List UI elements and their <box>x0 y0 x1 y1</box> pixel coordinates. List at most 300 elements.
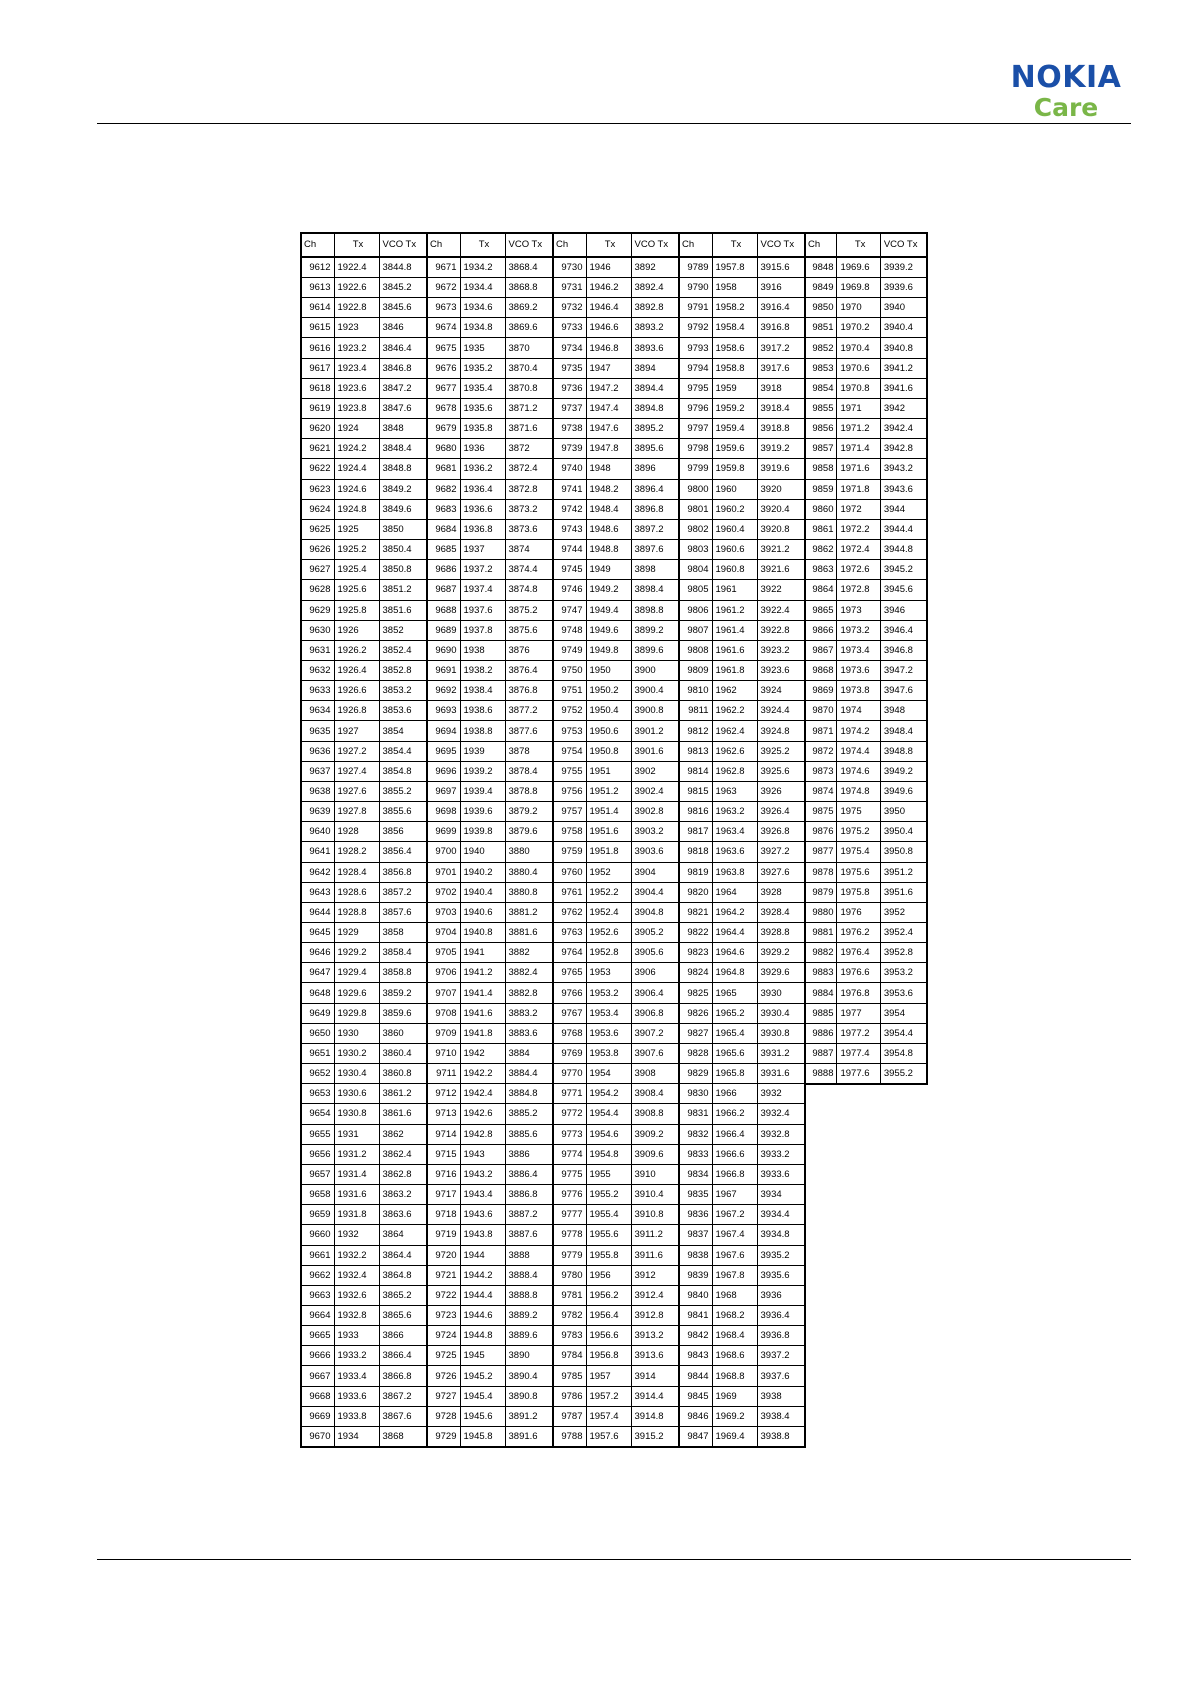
tx-cell: 1974 <box>837 701 880 721</box>
channel-cell: 9848 <box>805 257 837 278</box>
table-row <box>805 983 927 1003</box>
channel-cell: 9615 <box>301 318 334 338</box>
tx-cell: 1932.6 <box>334 1285 379 1305</box>
vco-tx-cell: 3844.8 <box>379 257 427 278</box>
ch-header: Ch <box>679 233 712 257</box>
channel-cell: 9664 <box>301 1305 334 1325</box>
table-row <box>679 761 805 781</box>
table-row <box>301 1366 427 1386</box>
channel-cell: 9760 <box>553 862 586 882</box>
table-row <box>553 660 679 680</box>
channel-cell: 9774 <box>553 1144 586 1164</box>
channel-cell: 9829 <box>679 1064 712 1084</box>
table-row <box>301 540 427 560</box>
tx-cell: 1936.4 <box>460 479 505 499</box>
vco-tx-cell: 3879.2 <box>505 802 553 822</box>
tx-cell: 1945.6 <box>460 1406 505 1426</box>
table-row <box>427 822 553 842</box>
vco-tx-cell: 3847.6 <box>379 398 427 418</box>
table-row <box>301 580 427 600</box>
table-row <box>301 822 427 842</box>
table-row <box>679 1326 805 1346</box>
vco-tx-header: VCO Tx <box>379 233 427 257</box>
channel-cell: 9857 <box>805 439 837 459</box>
vco-tx-cell: 3884 <box>505 1043 553 1063</box>
table-row <box>553 358 679 378</box>
vco-tx-cell: 3873.2 <box>505 499 553 519</box>
vco-tx-cell: 3947.2 <box>880 660 927 680</box>
vco-tx-cell: 3889.6 <box>505 1326 553 1346</box>
vco-tx-cell: 3942.8 <box>880 439 927 459</box>
tx-cell: 1940.6 <box>460 902 505 922</box>
vco-tx-cell: 3944.4 <box>880 519 927 539</box>
tx-cell: 1945 <box>460 1346 505 1366</box>
channel-cell: 9741 <box>553 479 586 499</box>
tx-cell: 1923.8 <box>334 398 379 418</box>
channel-cell: 9840 <box>679 1285 712 1305</box>
tx-header: Tx <box>460 233 505 257</box>
table-row <box>427 923 553 943</box>
table-row <box>553 600 679 620</box>
tx-cell: 1937 <box>460 540 505 560</box>
channel-cell: 9699 <box>427 822 460 842</box>
tx-cell: 1923.2 <box>334 338 379 358</box>
table-row <box>805 781 927 801</box>
tx-cell: 1932 <box>334 1225 379 1245</box>
table-row <box>427 660 553 680</box>
vco-tx-cell: 3848.4 <box>379 439 427 459</box>
vco-tx-cell: 3927.2 <box>757 842 805 862</box>
channel-cell: 9696 <box>427 761 460 781</box>
channel-cell: 9616 <box>301 338 334 358</box>
vco-tx-cell: 3941.2 <box>880 358 927 378</box>
tx-cell: 1960.6 <box>712 540 757 560</box>
channel-cell: 9806 <box>679 600 712 620</box>
channel-cell: 9766 <box>553 983 586 1003</box>
channel-cell: 9872 <box>805 741 837 761</box>
table-row <box>805 580 927 600</box>
vco-tx-cell: 3851.6 <box>379 600 427 620</box>
vco-tx-cell: 3924.8 <box>757 721 805 741</box>
vco-tx-cell: 3866.8 <box>379 1366 427 1386</box>
table-row <box>679 1386 805 1406</box>
table-row <box>301 519 427 539</box>
channel-cell: 9620 <box>301 419 334 439</box>
table-row <box>427 1084 553 1104</box>
tx-cell: 1960.4 <box>712 519 757 539</box>
table-row <box>427 802 553 822</box>
tx-cell: 1974.6 <box>837 761 880 781</box>
table-row <box>427 540 553 560</box>
channel-cell: 9675 <box>427 338 460 358</box>
table-row <box>679 519 805 539</box>
channel-cell: 9887 <box>805 1043 837 1063</box>
channel-cell: 9679 <box>427 419 460 439</box>
table-row <box>805 862 927 882</box>
header-row <box>679 233 805 257</box>
vco-tx-cell: 3951.2 <box>880 862 927 882</box>
channel-cell: 9729 <box>427 1426 460 1447</box>
vco-tx-cell: 3880 <box>505 842 553 862</box>
channel-cell: 9862 <box>805 540 837 560</box>
table-row <box>805 439 927 459</box>
table-row <box>805 802 927 822</box>
channel-cell: 9869 <box>805 681 837 701</box>
vco-tx-cell: 3888.4 <box>505 1265 553 1285</box>
table-row <box>553 298 679 318</box>
vco-tx-cell: 3936.4 <box>757 1305 805 1325</box>
tx-cell: 1965.8 <box>712 1064 757 1084</box>
tx-cell: 1955.2 <box>586 1185 631 1205</box>
tx-cell: 1929.2 <box>334 943 379 963</box>
logo-subtitle: Care <box>1033 93 1099 122</box>
table-row <box>427 862 553 882</box>
vco-tx-cell: 3887.6 <box>505 1225 553 1245</box>
header-row <box>301 233 427 257</box>
table-row <box>805 1003 927 1023</box>
vco-tx-cell: 3916.8 <box>757 318 805 338</box>
vco-tx-cell: 3911.6 <box>631 1245 679 1265</box>
tx-cell: 1958.8 <box>712 358 757 378</box>
channel-cell: 9728 <box>427 1406 460 1426</box>
table-row <box>679 540 805 560</box>
channel-cell: 9819 <box>679 862 712 882</box>
table-row <box>301 862 427 882</box>
channel-cell: 9801 <box>679 499 712 519</box>
table-row <box>301 338 427 358</box>
vco-tx-cell: 3854 <box>379 721 427 741</box>
channel-cell: 9875 <box>805 802 837 822</box>
vco-tx-cell: 3912 <box>631 1265 679 1285</box>
vco-tx-cell: 3878 <box>505 741 553 761</box>
table-row <box>553 1386 679 1406</box>
vco-tx-cell: 3900 <box>631 660 679 680</box>
table-row <box>679 862 805 882</box>
vco-tx-cell: 3952 <box>880 902 927 922</box>
table-row <box>679 378 805 398</box>
tx-cell: 1950.8 <box>586 741 631 761</box>
tx-cell: 1971.8 <box>837 479 880 499</box>
table-row <box>427 620 553 640</box>
channel-cell: 9743 <box>553 519 586 539</box>
channel-cell: 9669 <box>301 1406 334 1426</box>
table-row <box>301 1346 427 1366</box>
vco-tx-cell: 3942 <box>880 398 927 418</box>
channel-cell: 9641 <box>301 842 334 862</box>
table-row <box>679 741 805 761</box>
vco-tx-cell: 3954.8 <box>880 1043 927 1063</box>
tx-cell: 1967.4 <box>712 1225 757 1245</box>
table-row <box>301 640 427 660</box>
vco-tx-cell: 3892 <box>631 257 679 278</box>
table-row <box>427 1305 553 1325</box>
table-row <box>427 298 553 318</box>
table-row <box>805 378 927 398</box>
vco-tx-cell: 3852.4 <box>379 640 427 660</box>
channel-cell: 9682 <box>427 479 460 499</box>
channel-cell: 9648 <box>301 983 334 1003</box>
vco-tx-cell: 3877.2 <box>505 701 553 721</box>
table-row <box>679 1366 805 1386</box>
table-row <box>553 1023 679 1043</box>
vco-tx-cell: 3948.8 <box>880 741 927 761</box>
tx-cell: 1960.8 <box>712 560 757 580</box>
tx-cell: 1944.8 <box>460 1326 505 1346</box>
vco-tx-cell: 3913.6 <box>631 1346 679 1366</box>
vco-tx-cell: 3899.2 <box>631 620 679 640</box>
channel-cell: 9701 <box>427 862 460 882</box>
table-row <box>427 842 553 862</box>
tx-cell: 1953.8 <box>586 1043 631 1063</box>
tx-cell: 1939.4 <box>460 781 505 801</box>
tx-cell: 1957.8 <box>712 257 757 278</box>
tx-cell: 1968.4 <box>712 1326 757 1346</box>
table-row <box>301 620 427 640</box>
table-row <box>553 681 679 701</box>
table-row <box>553 620 679 640</box>
vco-tx-cell: 3852 <box>379 620 427 640</box>
channel-cell: 9824 <box>679 963 712 983</box>
vco-tx-cell: 3912.4 <box>631 1285 679 1305</box>
table-row <box>679 1406 805 1426</box>
vco-tx-cell: 3848 <box>379 419 427 439</box>
table-row <box>553 419 679 439</box>
tx-cell: 1936.8 <box>460 519 505 539</box>
channel-cell: 9735 <box>553 358 586 378</box>
channel-block-5 <box>804 232 928 1085</box>
tx-cell: 1924.8 <box>334 499 379 519</box>
channel-cell: 9799 <box>679 459 712 479</box>
table-row <box>553 802 679 822</box>
channel-cell: 9782 <box>553 1305 586 1325</box>
table-row <box>553 640 679 660</box>
vco-tx-cell: 3899.6 <box>631 640 679 660</box>
tx-cell: 1959 <box>712 378 757 398</box>
vco-tx-cell: 3939.2 <box>880 257 927 278</box>
tx-cell: 1930.4 <box>334 1064 379 1084</box>
channel-cell: 9745 <box>553 560 586 580</box>
vco-tx-cell: 3953.2 <box>880 963 927 983</box>
table-row <box>679 439 805 459</box>
table-row <box>427 741 553 761</box>
table-row <box>679 1346 805 1366</box>
channel-cell: 9714 <box>427 1124 460 1144</box>
table-row <box>553 721 679 741</box>
channel-cell: 9757 <box>553 802 586 822</box>
channel-cell: 9787 <box>553 1406 586 1426</box>
tx-cell: 1956.6 <box>586 1326 631 1346</box>
tx-cell: 1965 <box>712 983 757 1003</box>
channel-cell: 9700 <box>427 842 460 862</box>
vco-tx-cell: 3866.4 <box>379 1346 427 1366</box>
vco-tx-cell: 3939.6 <box>880 278 927 298</box>
tx-cell: 1924.4 <box>334 459 379 479</box>
table-row <box>301 1305 427 1325</box>
table-row <box>301 600 427 620</box>
table-row <box>679 580 805 600</box>
table-row <box>553 479 679 499</box>
channel-cell: 9705 <box>427 943 460 963</box>
vco-tx-cell: 3847.2 <box>379 378 427 398</box>
tx-cell: 1925.8 <box>334 600 379 620</box>
channel-cell: 9818 <box>679 842 712 862</box>
channel-cell: 9762 <box>553 902 586 922</box>
channel-cell: 9750 <box>553 660 586 680</box>
tx-cell: 1958.4 <box>712 318 757 338</box>
channel-cell: 9722 <box>427 1285 460 1305</box>
vco-tx-cell: 3867.2 <box>379 1386 427 1406</box>
vco-tx-cell: 3923.2 <box>757 640 805 660</box>
tx-cell: 1971.4 <box>837 439 880 459</box>
table-row <box>553 822 679 842</box>
tx-header: Tx <box>712 233 757 257</box>
channel-cell: 9677 <box>427 378 460 398</box>
table-row <box>301 1124 427 1144</box>
tx-cell: 1939.6 <box>460 802 505 822</box>
channel-cell: 9749 <box>553 640 586 660</box>
tx-cell: 1932.2 <box>334 1245 379 1265</box>
tx-cell: 1929.8 <box>334 1003 379 1023</box>
vco-tx-cell: 3852.8 <box>379 660 427 680</box>
channel-cell: 9844 <box>679 1366 712 1386</box>
channel-cell: 9771 <box>553 1084 586 1104</box>
table-row <box>301 358 427 378</box>
channel-cell: 9687 <box>427 580 460 600</box>
channel-cell: 9686 <box>427 560 460 580</box>
table-row <box>679 398 805 418</box>
channel-cell: 9617 <box>301 358 334 378</box>
channel-cell: 9769 <box>553 1043 586 1063</box>
channel-cell: 9697 <box>427 781 460 801</box>
table-row <box>679 902 805 922</box>
channel-cell: 9827 <box>679 1023 712 1043</box>
table-row <box>553 1346 679 1366</box>
channel-cell: 9688 <box>427 600 460 620</box>
tx-cell: 1962.2 <box>712 701 757 721</box>
channel-cell: 9747 <box>553 600 586 620</box>
channel-cell: 9642 <box>301 862 334 882</box>
vco-tx-cell: 3927.6 <box>757 862 805 882</box>
tx-cell: 1973.8 <box>837 681 880 701</box>
channel-cell: 9779 <box>553 1245 586 1265</box>
vco-tx-cell: 3913.2 <box>631 1326 679 1346</box>
channel-cell: 9833 <box>679 1144 712 1164</box>
channel-cell: 9739 <box>553 439 586 459</box>
table-row <box>553 1164 679 1184</box>
table-row <box>679 1265 805 1285</box>
tx-cell: 1975.6 <box>837 862 880 882</box>
tx-cell: 1944 <box>460 1245 505 1265</box>
channel-cell: 9809 <box>679 660 712 680</box>
channel-cell: 9649 <box>301 1003 334 1023</box>
table-row <box>553 923 679 943</box>
vco-tx-cell: 3950 <box>880 802 927 822</box>
vco-tx-cell: 3919.6 <box>757 459 805 479</box>
channel-cell: 9639 <box>301 802 334 822</box>
vco-tx-cell: 3938.8 <box>757 1426 805 1447</box>
channel-cell: 9841 <box>679 1305 712 1325</box>
table-row <box>553 862 679 882</box>
channel-cell: 9621 <box>301 439 334 459</box>
table-row <box>805 640 927 660</box>
vco-tx-cell: 3891.6 <box>505 1426 553 1447</box>
channel-cell: 9742 <box>553 499 586 519</box>
vco-tx-cell: 3948.4 <box>880 721 927 741</box>
vco-tx-cell: 3918 <box>757 378 805 398</box>
channel-cell: 9885 <box>805 1003 837 1023</box>
channel-cell: 9692 <box>427 681 460 701</box>
tx-cell: 1939 <box>460 741 505 761</box>
tx-cell: 1933 <box>334 1326 379 1346</box>
table-row <box>679 701 805 721</box>
vco-tx-cell: 3854.8 <box>379 761 427 781</box>
channel-cell: 9612 <box>301 257 334 278</box>
vco-tx-cell: 3906 <box>631 963 679 983</box>
tx-cell: 1940.4 <box>460 882 505 902</box>
table-row <box>805 278 927 298</box>
channel-cell: 9650 <box>301 1023 334 1043</box>
vco-tx-cell: 3858.8 <box>379 963 427 983</box>
channel-cell: 9790 <box>679 278 712 298</box>
table-row <box>553 963 679 983</box>
vco-tx-cell: 3855.2 <box>379 781 427 801</box>
table-row <box>679 882 805 902</box>
table-row <box>301 419 427 439</box>
vco-tx-cell: 3930 <box>757 983 805 1003</box>
vco-tx-cell: 3872.4 <box>505 459 553 479</box>
vco-tx-cell: 3908.8 <box>631 1104 679 1124</box>
tx-cell: 1973.2 <box>837 620 880 640</box>
table-row <box>427 1104 553 1124</box>
channel-cell: 9820 <box>679 882 712 902</box>
table-row <box>427 1265 553 1285</box>
vco-tx-cell: 3909.6 <box>631 1144 679 1164</box>
tx-cell: 1924.2 <box>334 439 379 459</box>
table-row <box>679 1426 805 1447</box>
channel-cell: 9871 <box>805 721 837 741</box>
footer-rule <box>97 1559 1131 1560</box>
vco-tx-cell: 3876.8 <box>505 681 553 701</box>
tx-cell: 1929.4 <box>334 963 379 983</box>
table-row <box>679 600 805 620</box>
channel-cell: 9842 <box>679 1326 712 1346</box>
vco-tx-cell: 3920.4 <box>757 499 805 519</box>
vco-tx-cell: 3859.6 <box>379 1003 427 1023</box>
table-row <box>679 1305 805 1325</box>
tx-cell: 1976.8 <box>837 983 880 1003</box>
table-row <box>679 802 805 822</box>
channel-cell: 9823 <box>679 943 712 963</box>
tx-cell: 1943 <box>460 1144 505 1164</box>
channel-cell: 9737 <box>553 398 586 418</box>
table-row <box>301 1386 427 1406</box>
tx-cell: 1977.6 <box>837 1064 880 1085</box>
vco-tx-cell: 3856.4 <box>379 842 427 862</box>
table-row <box>805 902 927 922</box>
table-row <box>553 1245 679 1265</box>
channel-frequency-table <box>300 232 928 1505</box>
vco-tx-cell: 3954 <box>880 1003 927 1023</box>
vco-tx-cell: 3933.2 <box>757 1144 805 1164</box>
tx-cell: 1959.8 <box>712 459 757 479</box>
channel-cell: 9838 <box>679 1245 712 1265</box>
channel-cell: 9761 <box>553 882 586 902</box>
table-row <box>301 943 427 963</box>
tx-cell: 1932.4 <box>334 1265 379 1285</box>
vco-tx-cell: 3861.2 <box>379 1084 427 1104</box>
vco-tx-cell: 3936.8 <box>757 1326 805 1346</box>
tx-cell: 1977.4 <box>837 1043 880 1063</box>
